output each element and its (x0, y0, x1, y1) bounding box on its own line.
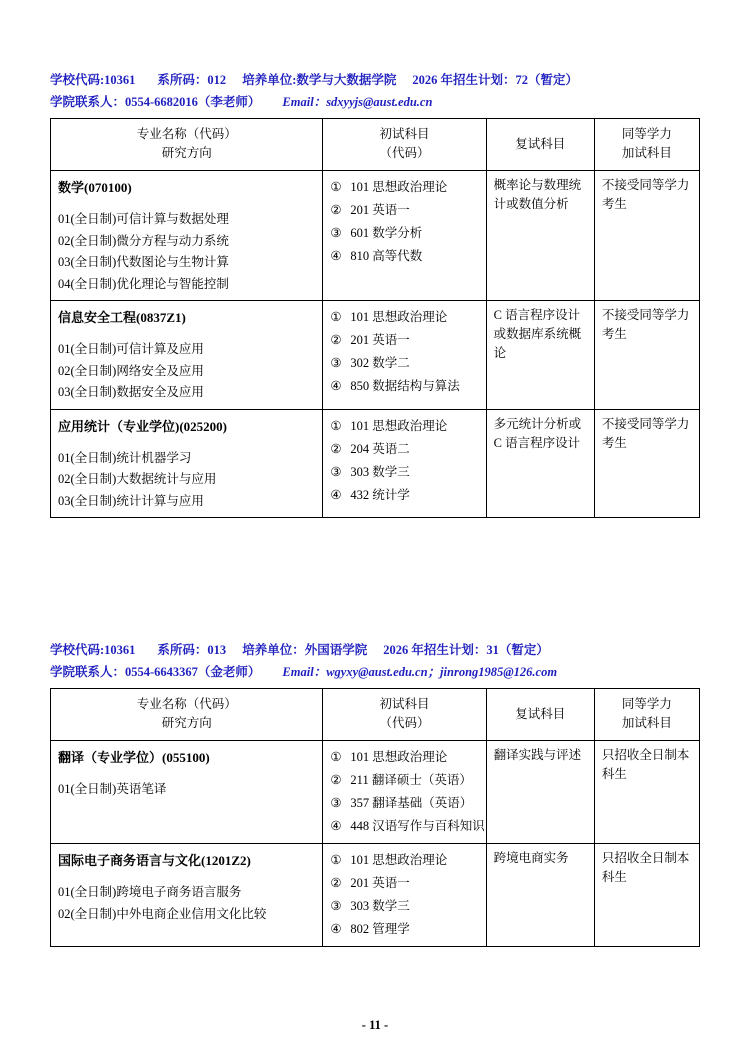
major-cell (51, 844, 323, 947)
subject-item (330, 849, 478, 872)
marker-4: ④ (330, 249, 342, 263)
marker-3: ③ (330, 464, 342, 479)
subject-item (330, 375, 478, 398)
major-cell (51, 409, 323, 518)
subject-label: 448 汉语写作与百科知识 (350, 819, 485, 833)
major-cell (51, 741, 323, 844)
col-retest-header: 复试科目 (486, 689, 594, 741)
marker-4: ④ (330, 487, 342, 502)
major-name: 翻译（专业学位）(055100) (58, 750, 210, 765)
subject-label: 357 翻译基础（英语） (350, 796, 473, 810)
subject-item (330, 895, 478, 918)
exam-subjects-cell (323, 301, 486, 410)
major-cell (51, 171, 323, 301)
major-cell (51, 301, 323, 410)
marker-3: ③ (330, 899, 342, 913)
col-major-line2: 研究方向 (161, 146, 212, 160)
marker-1: ① (330, 180, 342, 194)
subject-label: 303 数学三 (350, 899, 410, 913)
col-major-header (51, 689, 323, 741)
col-major-header (51, 119, 323, 171)
col-extra-line1: 同等学力 (621, 697, 672, 711)
major-name: 信息安全工程(0837Z1) (58, 310, 186, 325)
direction: 02(全日制)微分方程与动力系统 (58, 233, 229, 248)
marker-3: ③ (330, 796, 342, 810)
email-value[interactable]: wgyxy@aust.edu.cn；jinrong1985@126.com (326, 665, 558, 679)
retest-cell: 翻译实践与评述 (486, 741, 594, 844)
marker-4: ④ (330, 819, 342, 833)
subject-item (330, 222, 478, 245)
retest-cell: 多元统计分析或 C 语言程序设计 (486, 409, 594, 518)
block-header-line-2 (50, 662, 700, 682)
direction: 01(全日制)可信计算与数据处理 (58, 212, 229, 226)
table-row (51, 741, 700, 844)
subject-label: 302 数学二 (350, 356, 410, 370)
program-table (50, 688, 700, 947)
major-name: 国际电子商务语言与文化(1201Z2) (58, 853, 251, 868)
col-major-line1: 专业名称（代码） (136, 127, 237, 141)
subject-label: 101 思想政治理论 (350, 418, 448, 433)
marker-2: ② (330, 876, 342, 890)
marker-4: ④ (330, 922, 342, 936)
program-block-math (50, 70, 700, 518)
subject-label: 303 数学三 (350, 464, 410, 479)
subject-item (330, 199, 478, 222)
col-exam-line1: 初试科目 (379, 697, 430, 711)
col-extra-line2: 加试科目 (621, 716, 672, 730)
table-row (51, 409, 700, 518)
col-retest-header: 复试科目 (486, 119, 594, 171)
subject-item (330, 176, 478, 199)
exam-subjects-cell (323, 409, 486, 518)
subject-item (330, 306, 478, 329)
subject-item (330, 438, 478, 461)
marker-1: ① (330, 750, 342, 764)
subject-label: 211 翻译硕士（英语） (350, 773, 472, 787)
block-header-line-1 (50, 640, 700, 660)
subject-item (330, 792, 478, 815)
subject-label: 204 英语二 (350, 441, 410, 456)
college-contact: 学院联系人：0554-6682016（李老师） (50, 95, 261, 109)
extra-cell: 不接受同等学力考生 (594, 171, 699, 301)
school-code: 学校代码:10361 (50, 73, 136, 87)
enrollment-plan: 2026 年招生计划：31（暂定） (383, 643, 549, 657)
subject-label: 802 管理学 (350, 922, 410, 936)
school-code: 学校代码:10361 (50, 643, 136, 657)
subject-label: 601 数学分析 (350, 226, 423, 240)
direction: 03(全日制)代数图论与生物计算 (58, 255, 229, 269)
col-exam-line2: （代码） (379, 146, 430, 160)
exam-subjects-cell (323, 171, 486, 301)
table-row (51, 844, 700, 947)
direction: 03(全日制)数据安全及应用 (58, 385, 204, 399)
direction: 02(全日制)中外电商企业信用文化比较 (58, 906, 267, 921)
direction: 01(全日制)英语笔译 (58, 782, 167, 796)
subject-item (330, 746, 478, 769)
block-header-line-1 (50, 70, 700, 90)
extra-cell: 只招收全日制本科生 (594, 844, 699, 947)
major-name: 应用统计（专业学位)(025200) (58, 418, 227, 434)
col-exam-header (323, 689, 486, 741)
subject-item (330, 352, 478, 375)
marker-2: ② (330, 441, 342, 456)
subject-item (330, 245, 478, 268)
exam-subjects-cell (323, 844, 486, 947)
col-extra-header (594, 689, 699, 741)
marker-1: ① (330, 418, 342, 433)
subject-label: 810 高等代数 (350, 249, 423, 263)
exam-subjects-cell (323, 741, 486, 844)
block-header-line-2 (50, 92, 700, 112)
subject-label: 101 思想政治理论 (350, 750, 448, 764)
subject-label: 101 思想政治理论 (350, 180, 448, 194)
extra-cell: 不接受同等学力考生 (594, 301, 699, 410)
program-table (50, 118, 700, 518)
table-row (51, 301, 700, 410)
marker-1: ① (330, 310, 342, 324)
subject-label: 101 思想政治理论 (350, 853, 448, 867)
dept-code: 系所码：012 (157, 73, 227, 87)
col-extra-line2: 加试科目 (621, 146, 672, 160)
col-extra-line1: 同等学力 (621, 127, 672, 141)
extra-cell: 不接受同等学力考生 (594, 409, 699, 518)
subject-label: 432 统计学 (350, 487, 410, 502)
email-label: Email： (282, 665, 327, 679)
marker-1: ① (330, 853, 342, 867)
subject-item (330, 918, 478, 941)
retest-cell: C 语言程序设计或数据库系统概论 (486, 301, 594, 410)
dept-code: 系所码：013 (157, 643, 227, 657)
direction: 01(全日制)跨境电子商务语言服务 (58, 885, 242, 899)
training-unit: 培养单位:数学与大数据学院 (242, 73, 397, 87)
major-name: 数学(070100) (58, 180, 132, 195)
marker-3: ③ (330, 226, 342, 240)
marker-2: ② (330, 333, 342, 347)
subject-item (330, 484, 478, 507)
table-header-row (51, 119, 700, 171)
marker-3: ③ (330, 356, 342, 370)
col-major-line1: 专业名称（代码） (136, 697, 237, 711)
marker-2: ② (330, 203, 342, 217)
subject-item (330, 815, 485, 838)
marker-2: ② (330, 773, 342, 787)
subject-label: 101 思想政治理论 (350, 310, 448, 324)
table-header-row (51, 689, 700, 741)
subject-label: 201 英语一 (350, 203, 410, 217)
subject-label: 201 英语一 (350, 333, 410, 347)
extra-cell: 只招收全日制本科生 (594, 741, 699, 844)
subject-item (330, 872, 478, 895)
direction: 01(全日制)可信计算及应用 (58, 342, 204, 356)
subject-item (330, 415, 478, 438)
col-exam-header (323, 119, 486, 171)
program-block-foreign-languages (50, 640, 700, 947)
subject-item (330, 329, 478, 352)
direction: 01(全日制)统计机器学习 (58, 450, 192, 465)
subject-item (330, 461, 478, 484)
retest-cell: 概率论与数理统计或数值分析 (486, 171, 594, 301)
training-unit: 培养单位：外国语学院 (242, 643, 368, 657)
enrollment-plan: 2026 年招生计划：72（暂定） (412, 73, 578, 87)
marker-4: ④ (330, 379, 342, 393)
col-major-line2: 研究方向 (161, 716, 212, 730)
subject-label: 201 英语一 (350, 876, 410, 890)
table-row (51, 171, 700, 301)
subject-item (330, 769, 478, 792)
direction: 02(全日制)网络安全及应用 (58, 363, 204, 378)
col-exam-line1: 初试科目 (379, 127, 430, 141)
page-number: - 11 - (361, 1018, 389, 1032)
email-label: Email： (282, 95, 327, 109)
col-exam-line2: （代码） (379, 716, 430, 730)
college-contact: 学院联系人：0554-6643367（金老师） (50, 665, 261, 679)
email-value[interactable]: sdxyyjs@aust.edu.cn (326, 95, 433, 109)
retest-cell: 跨境电商实务 (486, 844, 594, 947)
subject-label: 850 数据结构与算法 (350, 379, 460, 393)
direction: 03(全日制)统计计算与应用 (58, 493, 204, 508)
col-extra-header (594, 119, 699, 171)
direction: 04(全日制)优化理论与智能控制 (58, 276, 229, 291)
direction: 02(全日制)大数据统计与应用 (58, 472, 217, 486)
